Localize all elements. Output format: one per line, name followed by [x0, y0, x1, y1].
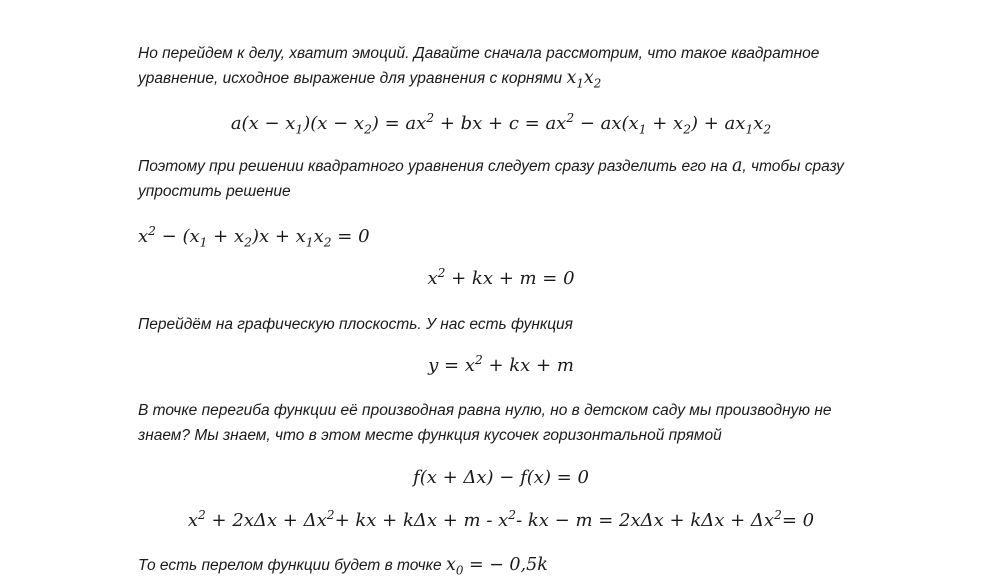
paragraph-graphic: Перейдём на графическую плоскость. У нас есть функция: [138, 316, 573, 333]
paragraph-inflection-line2: знаем? Мы знаем, что в этом месте функция кусочек горизонтальной прямой: [138, 427, 722, 444]
roots-expression: $x_1x_2$: [566, 68, 602, 91]
paragraph-intro-line1: Но перейдем к делу, хватит эмоций. Давайте сначала рассмотрим, что такое квадратное: [138, 45, 820, 62]
paragraph-conclusion: То есть перелом функции будет в точке $x_0$ = − 0,5k: [138, 555, 548, 578]
equation-reduced: $x^2$ + kx + m = 0: [427, 266, 575, 289]
equation-function: $y = x^2$ + kx + m: [428, 353, 574, 376]
variable-a: a: [731, 156, 743, 176]
paragraph-intro: [138, 41, 938, 91]
paragraph-intro-line2: уравнение, исходное выражение для уравнения с корнями: [138, 70, 563, 87]
paragraph-divide-line2: упростить решение: [138, 183, 291, 200]
paragraph-inflection: [138, 398, 938, 448]
paragraph-divide-line1: Поэтому при решении квадратного уравнения следует сразу разделить его на: [138, 158, 728, 175]
equation-factored-expansion: $a(x - x_1)(x - x_2) = ax^2$ + bx + $c = ax^2 - ax(x_1 + x_2) + ax_1x_2$: [230, 111, 772, 137]
paragraph-inflection-line1: В точке перегиба функции её производная равна нулю, но в детском саду мы производную не: [138, 402, 832, 419]
equation-normalized: $x^2 - (x_1 + x_2)x + x_1x_2 = 0$: [138, 224, 370, 250]
equation-expanded-difference: $x^2 + 2x\Delta x + \Delta x^2+$ kx + $k\Delta x + m - x^2-$ kx − $m = 2x\Delta x + k\Delta x + \Delta x^2= 0$: [187, 508, 815, 531]
paragraph-divide: Поэтому при решении квадратного уравнения следует сразу разделить его на a, чтобы сразу упростить решение: [138, 156, 844, 200]
final-answer: $x_0$ = − 0,5k: [445, 555, 548, 578]
equation-difference: f(x + Δx) − f(x) = 0: [413, 467, 589, 488]
